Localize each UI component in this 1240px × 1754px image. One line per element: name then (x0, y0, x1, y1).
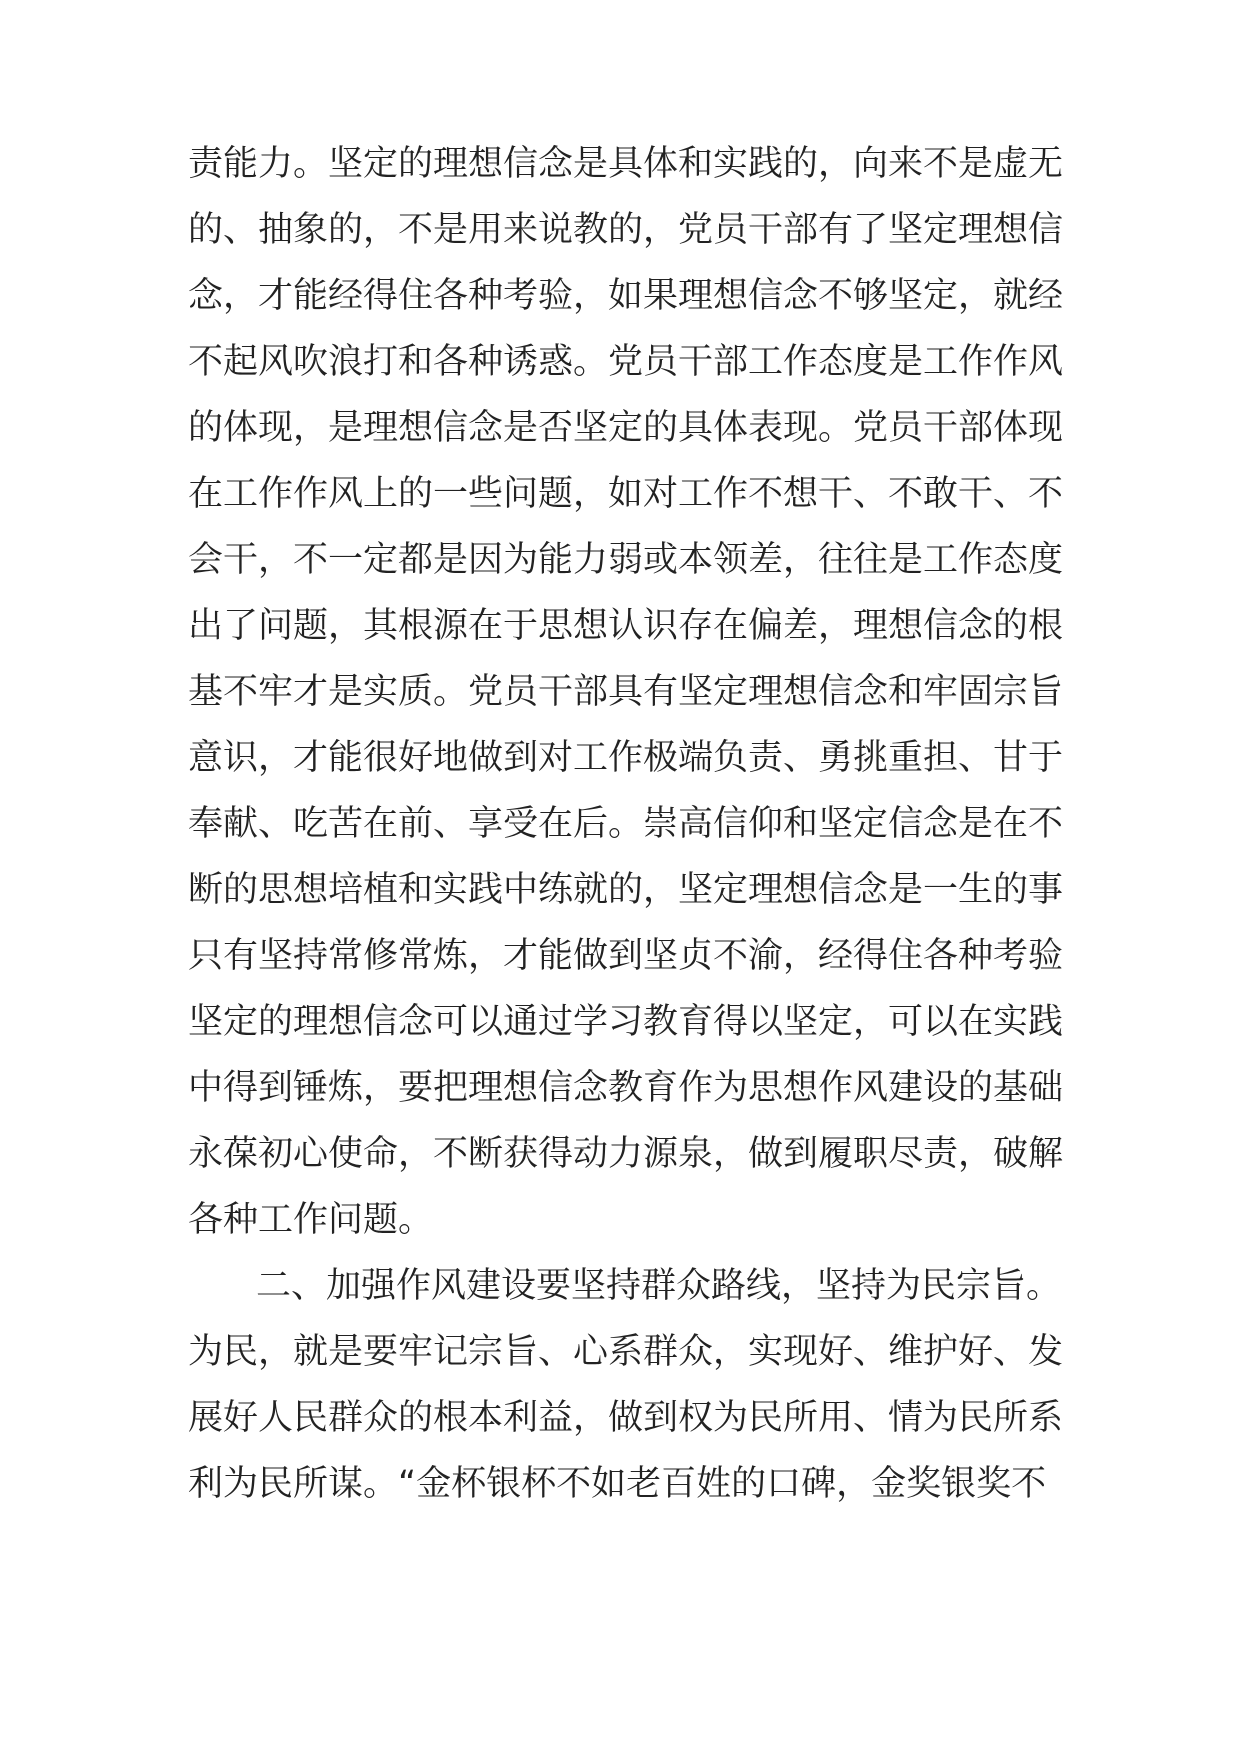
text-line: 念，才能经得住各种考验，如果理想信念不够坚定，就经 (188, 276, 1064, 316)
text-line: 断的思想培植和实践中练就的，坚定理想信念是一生的事 (188, 870, 1064, 910)
text-line: 基不牢才是实质。党员干部具有坚定理想信念和牢固宗旨 (188, 672, 1064, 712)
text-line: 的体现，是理想信念是否坚定的具体表现。党员干部体现 (188, 408, 1064, 448)
text-line: 展好人民群众的根本利益，做到权为民所用、情为民所系 (188, 1398, 1064, 1438)
text-line: 在工作作风上的一些问题，如对工作不想干、不敢干、不 (188, 474, 1064, 514)
text-line: 出了问题，其根源在于思想认识存在偏差，理想信念的根 (188, 606, 1064, 646)
text-line: 只有坚持常修常炼，才能做到坚贞不渝，经得住各种考验 (188, 936, 1064, 976)
text-line: 坚定的理想信念可以通过学习教育得以坚定，可以在实践 (188, 1002, 1064, 1042)
text-line: 会干，不一定都是因为能力弱或本领差，往往是工作态度 (188, 540, 1064, 580)
text-line: 各种工作问题。 (188, 1200, 434, 1240)
text-line: 不起风吹浪打和各种诱惑。党员干部工作态度是工作作风 (188, 342, 1064, 382)
text-line: 意识，才能很好地做到对工作极端负责、勇挑重担、甘于 (188, 738, 1064, 778)
text-line: 为民，就是要牢记宗旨、心系群众，实现好、维护好、发 (188, 1332, 1064, 1372)
text-line: 的、抽象的，不是用来说教的，党员干部有了坚定理想信 (188, 210, 1064, 250)
text-line: 责能力。坚定的理想信念是具体和实践的，向来不是虚无 (188, 144, 1064, 184)
text-line: 奉献、吃苦在前、享受在后。崇高信仰和坚定信念是在不 (188, 804, 1064, 844)
text-line: 永葆初心使命，不断获得动力源泉，做到履职尽责，破解 (188, 1134, 1064, 1174)
text-line: 中得到锤炼，要把理想信念教育作为思想作风建设的基础 (188, 1068, 1064, 1108)
section-heading-line: 二、加强作风建设要坚持群众路线，坚持为民宗旨。 (256, 1266, 1062, 1306)
text-line: 利为民所谋。“金杯银杯不如老百姓的口碑，金奖银奖不 (188, 1464, 1047, 1504)
